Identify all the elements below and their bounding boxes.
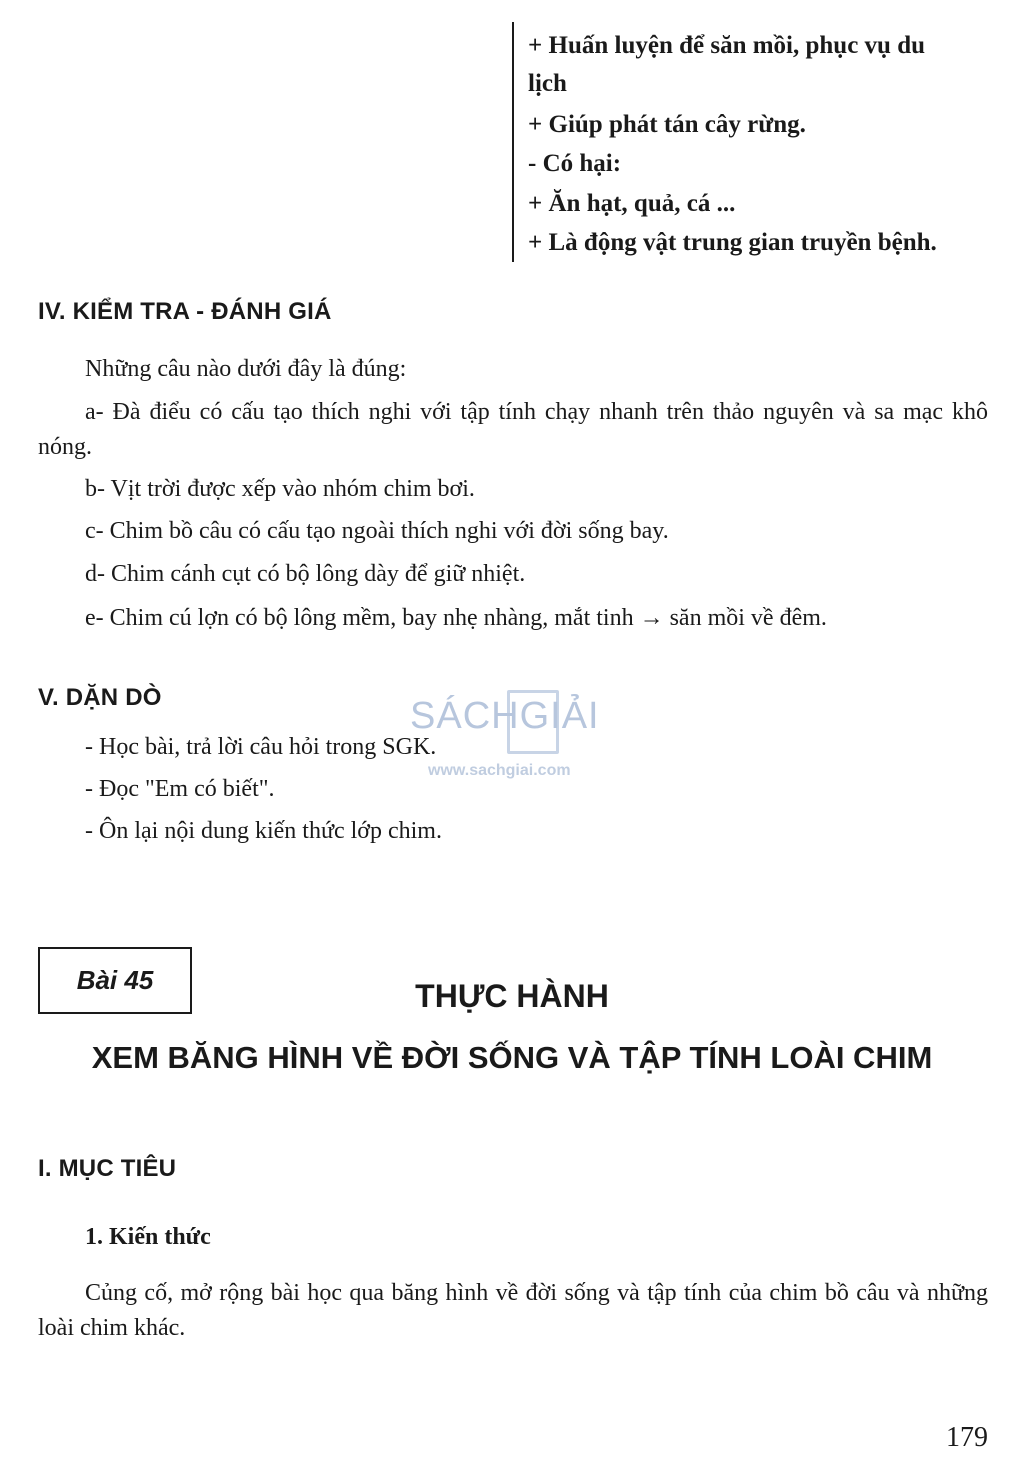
homework-item: - Đọc "Em có biết". bbox=[85, 776, 275, 802]
table-line: + Huấn luyện để săn mồi, phục vụ du bbox=[528, 32, 926, 59]
section-v-heading: V. DẶN DÒ bbox=[38, 684, 162, 711]
homework-item: - Học bài, trả lời câu hỏi trong SGK. bbox=[85, 734, 437, 760]
section-i-text: Củng cố, mở rộng bài học qua băng hình về đời sống và tập tính của chim bồ câu và những loài chim khác. bbox=[38, 1280, 988, 1341]
table-fragment bbox=[512, 22, 1004, 262]
table-line: - Có hại: bbox=[528, 150, 622, 177]
table-line: + Là động vật trung gian truyền bệnh. bbox=[528, 229, 937, 256]
watermark-url: www.sachgiai.com bbox=[428, 762, 571, 779]
lesson-number-label: Bài 45 bbox=[76, 965, 154, 995]
homework-item: - Ôn lại nội dung kiến thức lớp chim. bbox=[85, 818, 442, 844]
table-line: + Giúp phát tán cây rừng. bbox=[528, 111, 806, 138]
lesson-title-line1: THỰC HÀNH bbox=[415, 978, 609, 1014]
watermark-brand: SÁCHGIẢI bbox=[410, 695, 600, 737]
question-item-d: d- Chim cánh cụt có bộ lông dày để giữ nhiệt. bbox=[85, 561, 526, 587]
table-line: lịch bbox=[528, 70, 567, 97]
table-line: + Ăn hạt, quả, cá ... bbox=[528, 190, 736, 217]
question-item-c: c- Chim bồ câu có cấu tạo ngoài thích nghi với đời sống bay. bbox=[85, 518, 669, 544]
section-iv-intro: Những câu nào dưới đây là đúng: bbox=[85, 356, 407, 382]
question-item-e: e- Chim cú lợn có bộ lông mềm, bay nhẹ nhàng, mắt tinh → săn mồi về đêm. bbox=[85, 605, 827, 631]
section-i-heading: I. MỤC TIÊU bbox=[38, 1155, 177, 1182]
lesson-title-line2: XEM BĂNG HÌNH VỀ ĐỜI SỐNG VÀ TẬP TÍNH LOÀI CHIM bbox=[91, 1040, 933, 1075]
section-i-subheading: 1. Kiến thức bbox=[85, 1224, 211, 1250]
page-number: 179 bbox=[946, 1422, 988, 1453]
watermark-logo bbox=[410, 690, 620, 790]
question-item-b: b- Vịt trời được xếp vào nhóm chim bơi. bbox=[85, 476, 475, 502]
question-item-a: a- Đà điểu có cấu tạo thích nghi với tập tính chạy nhanh trên thảo nguyên và sa mạc khô nóng. bbox=[38, 399, 988, 460]
section-iv-heading: IV. KIỂM TRA - ĐÁNH GIÁ bbox=[38, 298, 332, 325]
